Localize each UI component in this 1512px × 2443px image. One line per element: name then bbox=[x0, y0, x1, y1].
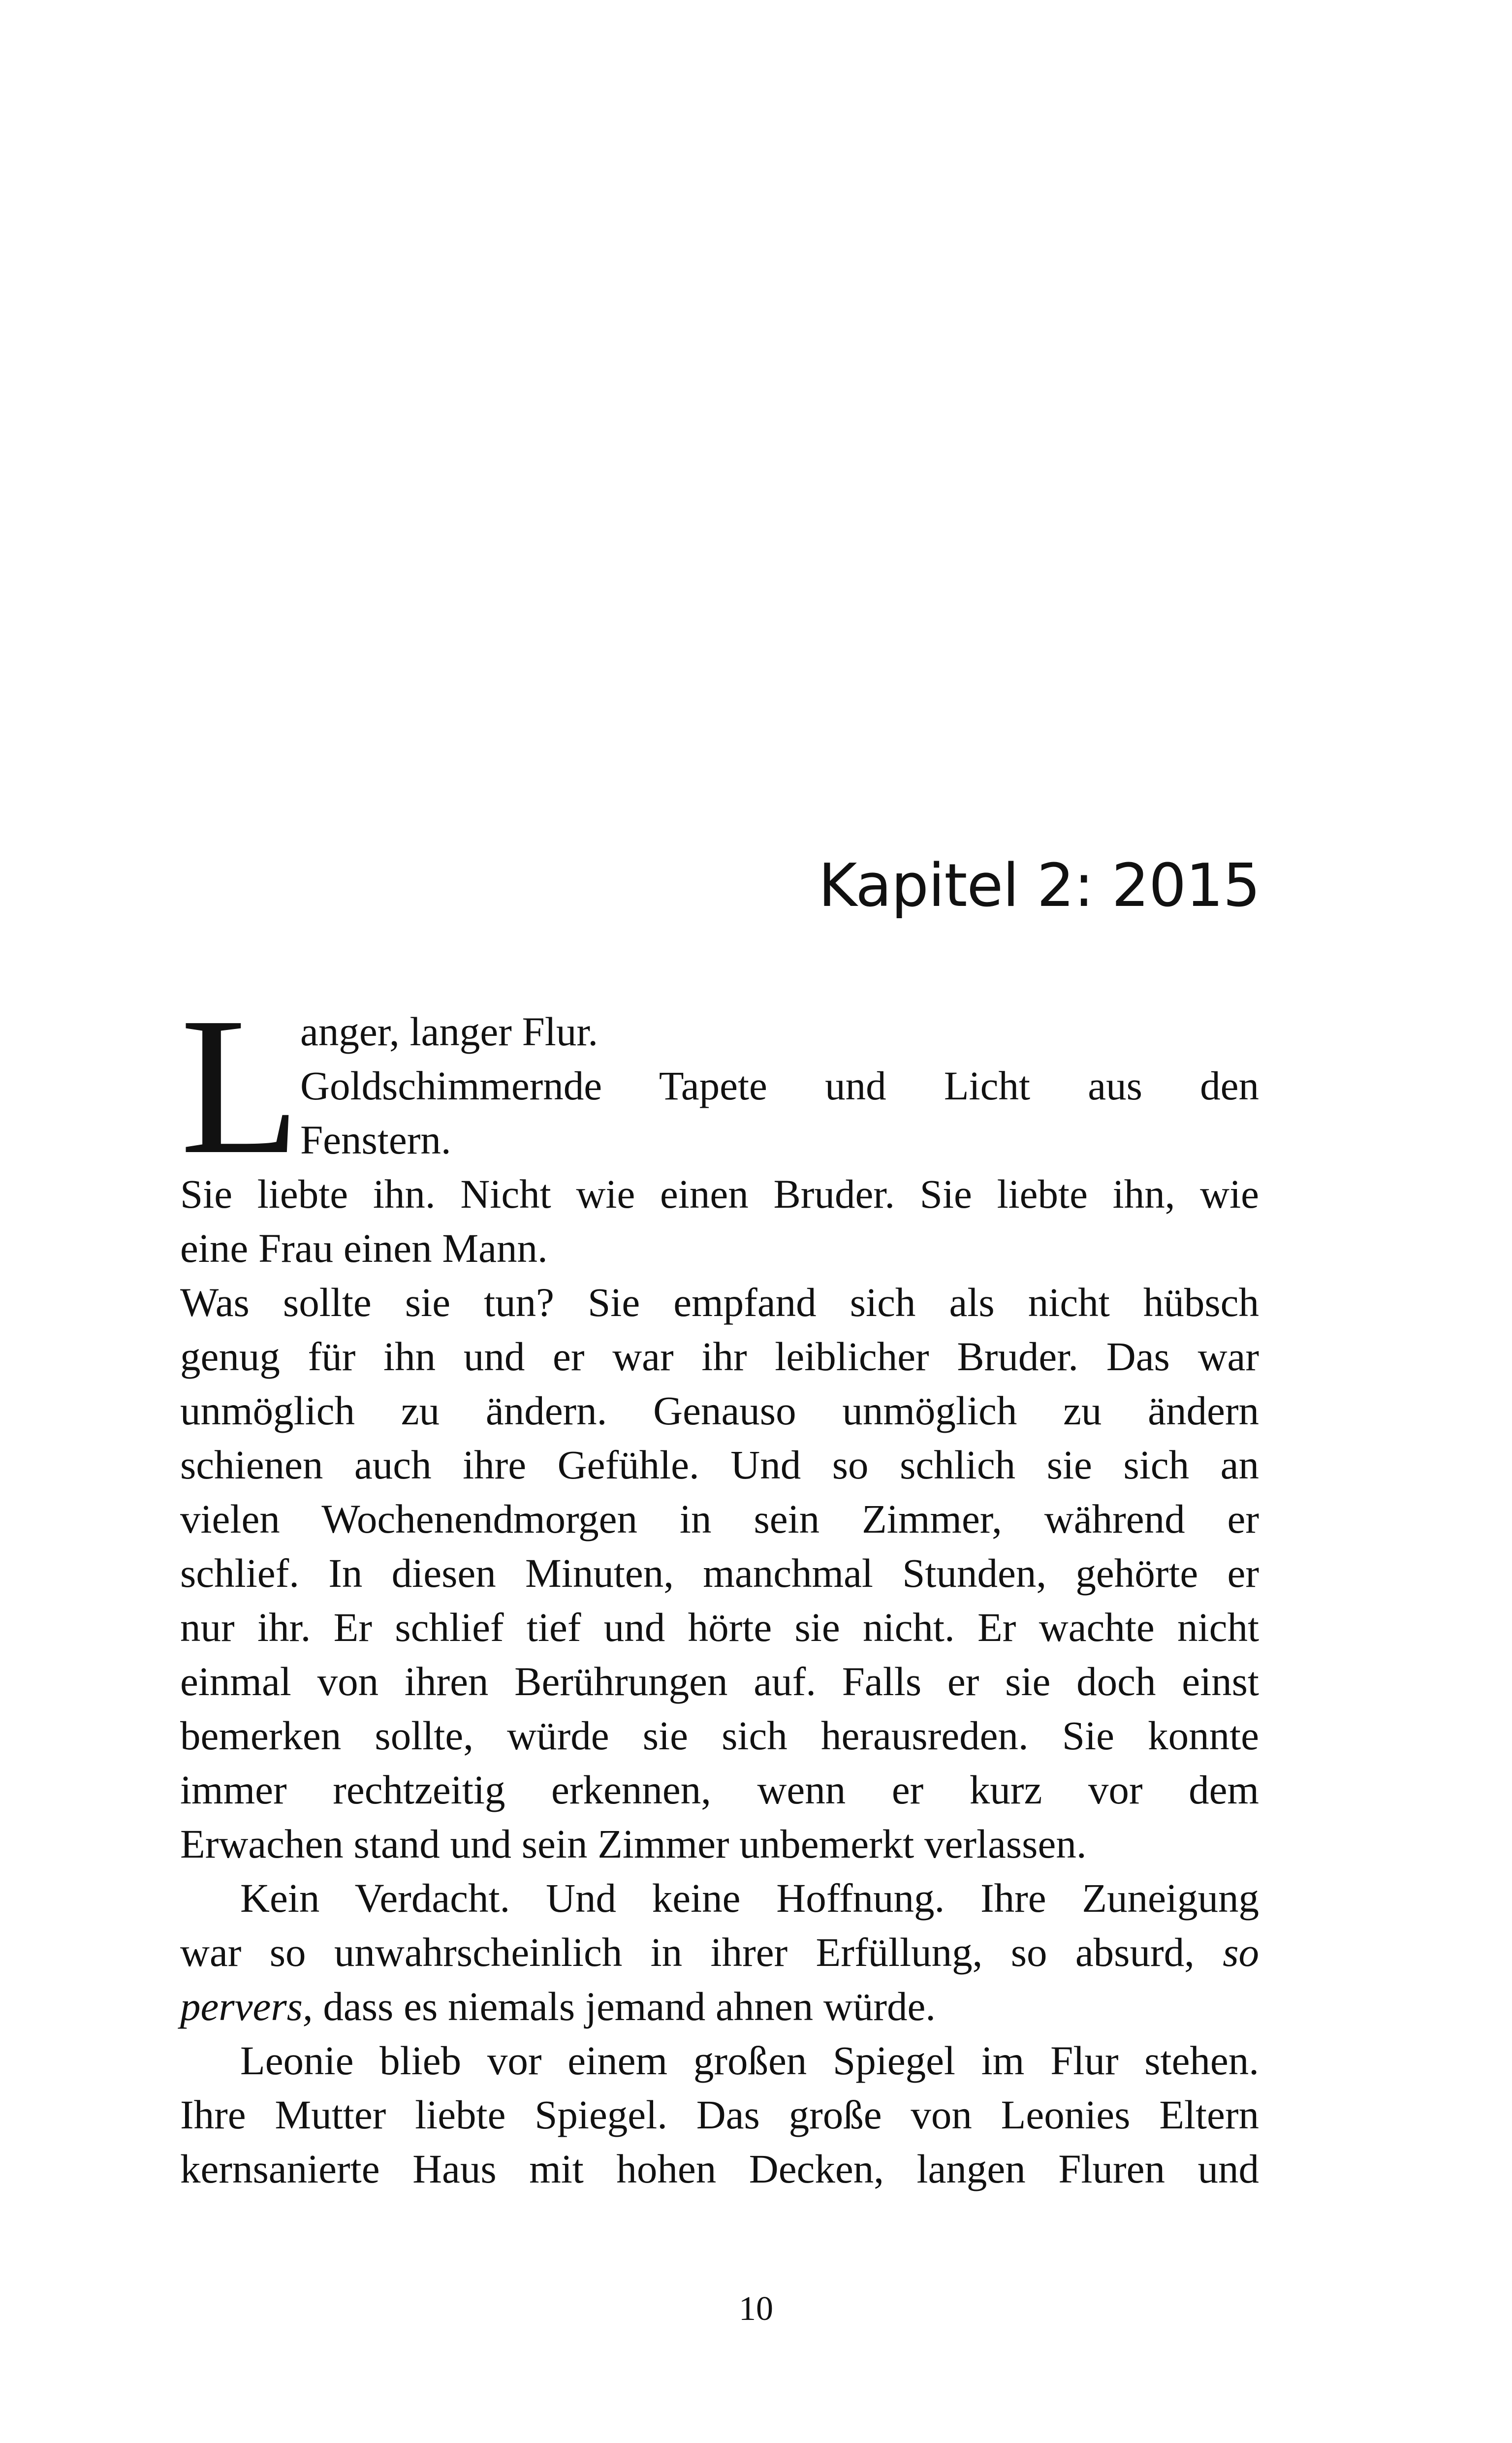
paragraph-3 bbox=[180, 1871, 1259, 2033]
text-line: nur ihr. Er schlief tief und hörte sie nicht. Er wachte nicht bbox=[180, 1605, 1259, 1650]
text-line: immer rechtzeitig erkennen, wenn er kurz vor dem bbox=[180, 1767, 1259, 1812]
paragraph-4 bbox=[180, 2033, 1259, 2196]
text-line: Was sollte sie tun? Sie empfand sich als nicht hübsch bbox=[180, 1280, 1259, 1325]
page-number: 10 bbox=[739, 2290, 773, 2328]
text-line: vielen Wochenendmorgen in sein Zimmer, während er bbox=[180, 1496, 1259, 1542]
body-text bbox=[180, 977, 1259, 2196]
text-line bbox=[180, 1979, 1259, 2033]
paragraph-2 bbox=[180, 1275, 1259, 1871]
text-line: einmal von ihren Berührungen auf. Falls er sie doch einst bbox=[180, 1659, 1259, 1704]
paragraph-1 bbox=[180, 1167, 1259, 1275]
text-line bbox=[180, 1925, 1259, 1979]
text-line: Erwachen stand und sein Zimmer unbemerkt verlassen. bbox=[180, 1821, 1087, 1866]
drop-cap-letter: L bbox=[180, 977, 301, 1195]
chapter-title: Kapitel 2: 2015 bbox=[818, 852, 1260, 920]
text-line: genug für ihn und er war ihr leiblicher Bruder. Das war bbox=[180, 1334, 1259, 1379]
text-line: bemerken sollte, würde sie sich herausreden. Sie konnte bbox=[180, 1713, 1259, 1758]
text-line: kernsanierte Haus mit hohen Decken, langen Fluren und bbox=[180, 2146, 1259, 2191]
text-line: Goldschimmernde Tapete und Licht aus den bbox=[300, 1063, 1259, 1108]
drop-cap-lines bbox=[300, 1004, 1259, 1167]
text-line: Fenstern. bbox=[300, 1117, 451, 1162]
text-line: schlief. In diesen Minuten, manchmal Stunden, gehörte er bbox=[180, 1550, 1259, 1596]
text-line: Kein Verdacht. Und keine Hoffnung. Ihre Zuneigung bbox=[240, 1875, 1259, 1921]
text-line: unmöglich zu ändern. Genauso unmöglich zu ändern bbox=[180, 1388, 1259, 1433]
text-line: Sie liebte ihn. Nicht wie einen Bruder. Sie liebte ihn, wie bbox=[180, 1171, 1259, 1217]
text-line: schienen auch ihre Gefühle. Und so schlich sie sich an bbox=[180, 1442, 1259, 1487]
emphasis-text: so bbox=[1223, 1929, 1259, 1975]
text-line: Ihre Mutter liebte Spiegel. Das große von Leonies Eltern bbox=[180, 2092, 1259, 2137]
text-line: eine Frau einen Mann. bbox=[180, 1225, 548, 1271]
text-line: anger, langer Flur. bbox=[300, 1009, 598, 1054]
text-run: dass es niemals jemand ahnen würde. bbox=[313, 1984, 936, 2029]
text-run: war so unwahrscheinlich in ihrer Erfüllung, so absurd, bbox=[180, 1929, 1223, 1975]
emphasis-text: pervers, bbox=[180, 1984, 313, 2029]
text-line: Leonie blieb vor einem großen Spiegel im Flur stehen. bbox=[240, 2038, 1259, 2083]
